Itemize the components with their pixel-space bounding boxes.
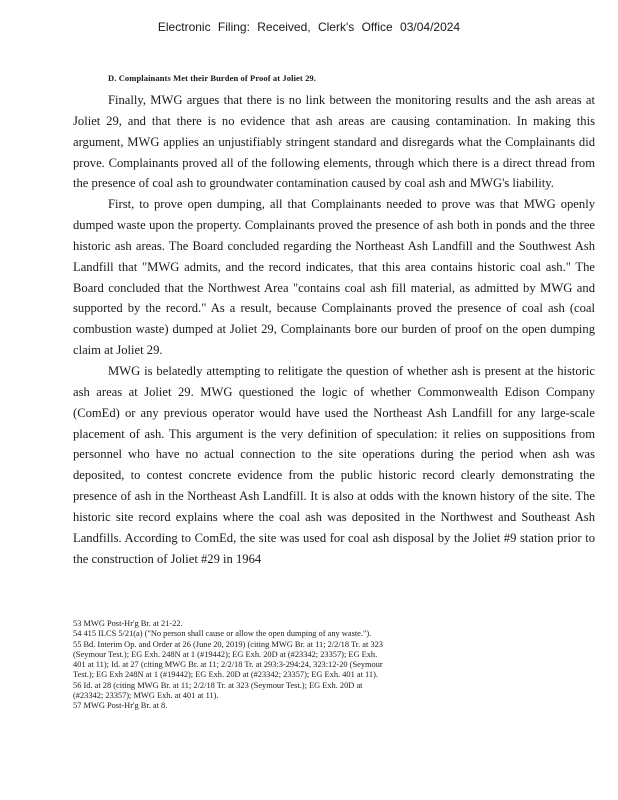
- filing-header: Electronic Filing: Received, Clerk's Office 03/04/2024: [157, 20, 461, 34]
- paragraph: MWG is belatedly attempting to relitigate the question of whether ash is present at the historic ash areas at Joliet 29. MWG questioned the logic of whether Commonwealth Edison Company (ComEd) or any previous operator would have used the Northeast Ash Landfill for any large-scale placement of ash. This argument is the very definition of speculation: it relies on suppositions from personnel who have no actual connection to the site operations during the period when ash was deposited, to contest concrete evidence from the public historic record clearly demonstrating the presence of ash in the Northeast Ash Landfill. It is also at odds with the known history of the site. The historic site record explains where the coal ash was deposited in the Northwest and Southeast Ash Landfills. According to ComEd, the site was used for coal ash disposal by the Joliet #9 station prior to the construction of Joliet #29 in 1964: [73, 363, 595, 566]
- paragraph: Finally, MWG argues that there is no link between the monitoring results and the ash areas at Joliet 29, and that there is no evidence that ash areas are causing contamination. In making this argument, MWG applies an unjustifiably stringent standard and disregards what the Complainants did prove. Complainants proved all of the following elements, through which there is a direct thread from the presence of coal ash to groundwater contamination caused by coal ash and MWG's liability.: [73, 93, 595, 191]
- footnote: 54 415 ILCS 5/21(a) ("No person shall cause or allow the open dumping of any waste.").: [73, 629, 372, 639]
- footnote: 57 MWG Post-Hr'g Br. at 8.: [73, 701, 168, 711]
- section-heading: D. Complainants Met their Burden of Proof at Joliet 29.: [108, 73, 316, 83]
- footnote: 53 MWG Post-Hr'g Br. at 21-22.: [73, 619, 183, 628]
- footnote: 55 Bd. Interim Op. and Order at 26 (June 20, 2019) (citing MWG Br. at 11; 2/2/18 Tr. at 323 (Seymour Test.); EG Exh. 248N at 1 (#19442); EG Exh. 20D at (#23342; 23357); EG Exh. 401 at 11); Id. at 27 (citing MWG Br. at 11; 2/2/18 Tr. at 293:3-294:24, 323:12-20 (Seymour Test.); EG Exh 248N at 1 (#19442); EG Exh. 20D at (#23342; 23357); EG Exh. 401 at 11).: [73, 639, 383, 680]
- paragraph: First, to prove open dumping, all that Complainants needed to prove was that MWG openly dumped waste upon the property. Complainants proved the presence of ash both in ponds and the three historic ash areas. The Board concluded regarding the Northeast Ash Landfill and the Southwest Ash Landfill that "MWG admits, and the record indicates, that this area contains historic coal ash." The Board concluded that the Northwest Area "contains coal ash fill material, as admitted by MWG and supported by the record." As a result, because Complainants proved the presence of coal ash (coal combustion waste) dumped at Joliet 29, Complainants bore our burden of proof on the open dumping claim at Joliet 29.: [73, 197, 595, 358]
- footnote: 56 Id. at 28 (citing MWG Br. at 11; 2/2/18 Tr. at 323 (Seymour Test.); EG Exh. 20D at (#23342; 23357); MWG Exh. at 401 at 11).: [73, 680, 363, 701]
- body-text: [73, 90, 595, 569]
- footnotes: [73, 619, 383, 712]
